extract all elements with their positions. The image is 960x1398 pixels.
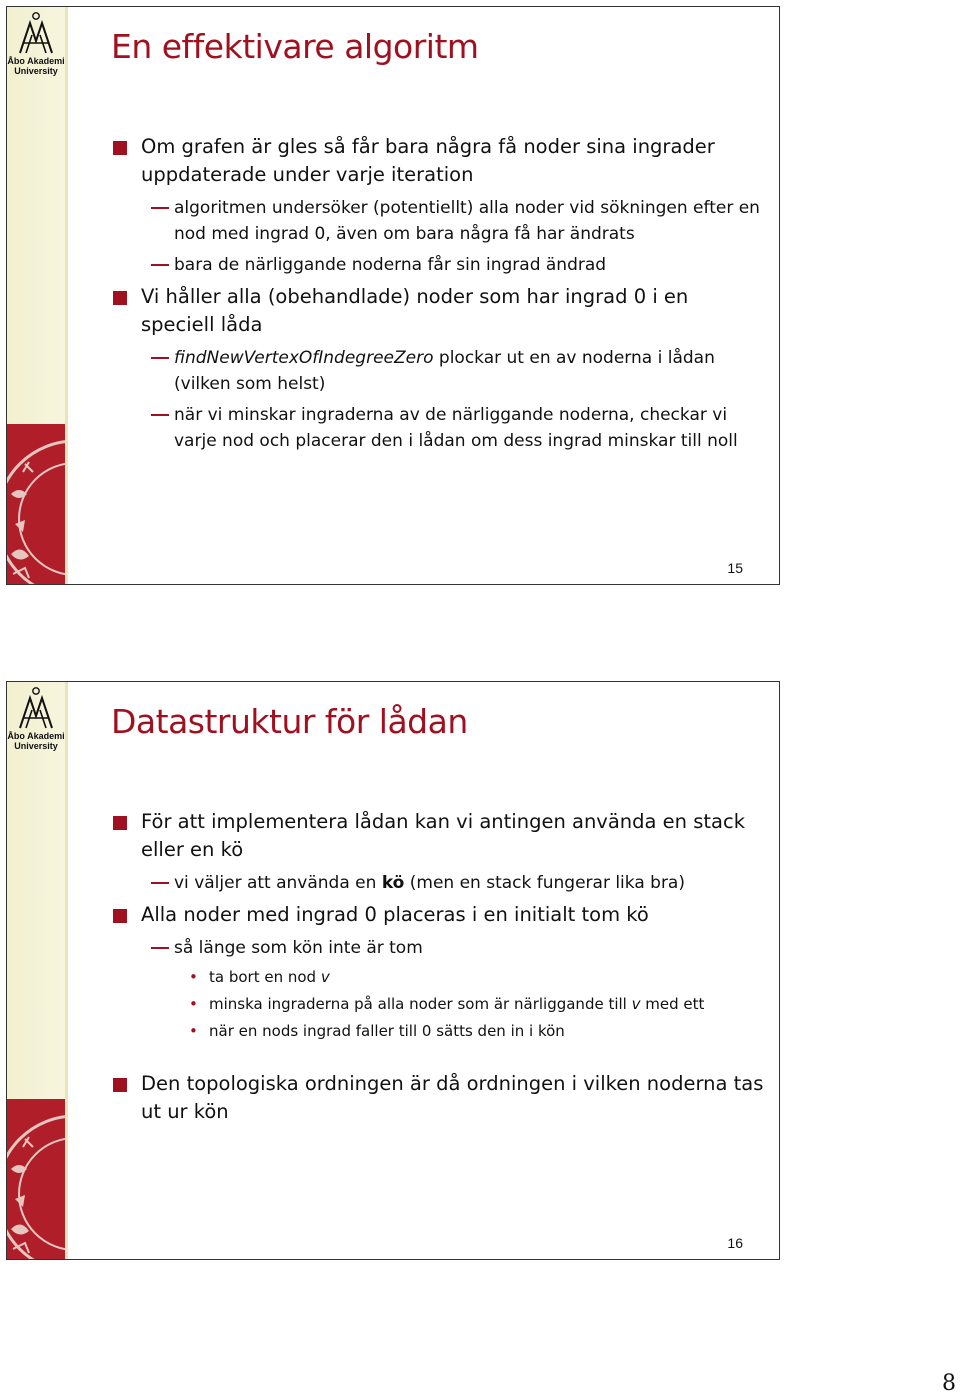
- sub-bullet-text: så länge som kön inte är tom: [174, 938, 423, 958]
- bullet-item: [111, 808, 766, 864]
- logo-text: Åbo Akademi University: [7, 56, 65, 76]
- third-level-item: [111, 966, 766, 988]
- bullet-text: Vi håller alla (obehandlade) noder som har ingrad 0 i en speciell låda: [141, 285, 689, 336]
- square-bullet-icon: [113, 909, 127, 923]
- sub-bullet-text: findNewVertexOfIndegreeZero plockar ut en av noderna i lådan (vilken som helst): [174, 348, 715, 394]
- university-seal-icon: [6, 424, 65, 584]
- square-bullet-icon: [113, 291, 127, 305]
- dash-bullet-icon: [151, 947, 169, 949]
- emphasis: kö: [381, 873, 405, 893]
- function-name: findNewVertexOfIndegreeZero: [174, 348, 434, 368]
- bullet-item: [111, 133, 766, 189]
- square-bullet-icon: [113, 1078, 127, 1092]
- dash-bullet-icon: [151, 882, 169, 884]
- sub-bullet-item: [111, 402, 766, 454]
- bullet-text: Alla noder med ingrad 0 placeras i en initialt tom kö: [141, 903, 649, 926]
- slide-content: [111, 133, 766, 459]
- slide-sidebar: [7, 7, 68, 584]
- university-logo-icon: [16, 686, 56, 730]
- sub-bullet-text: när vi minskar ingraderna av de närliggande noderna, checkar vi varje nod och placerar den i lådan om dess ingrad minskar till noll: [174, 405, 738, 451]
- bullet-item: [111, 901, 766, 929]
- dot-bullet-icon: •: [189, 968, 198, 986]
- university-seal-icon: [6, 1099, 65, 1259]
- sub-bullet-text: algoritmen undersöker (potentiellt) alla noder vid sökningen efter en nod med ingrad 0, även om bara några få har ändrats: [174, 198, 760, 244]
- university-logo: [7, 686, 65, 751]
- third-level-item: [111, 993, 766, 1015]
- sub-bullet-text: bara de närliggande noderna får sin ingrad ändrad: [174, 255, 607, 275]
- bullet-item: [111, 283, 766, 339]
- sub-bullet-item: [111, 252, 766, 278]
- dash-bullet-icon: [151, 414, 169, 416]
- slide-title: Datastruktur för lådan: [111, 702, 468, 741]
- bullet-text: För att implementera lådan kan vi antingen använda en stack eller en kö: [141, 810, 746, 861]
- dash-bullet-icon: [151, 357, 169, 359]
- document-page-number: 8: [942, 1371, 956, 1396]
- dot-bullet-icon: •: [189, 1022, 198, 1040]
- dash-bullet-icon: [151, 264, 169, 266]
- sub-bullet-item: [111, 870, 766, 896]
- slide-15: [6, 6, 780, 585]
- third-level-item: [111, 1020, 766, 1042]
- university-logo: [7, 11, 65, 76]
- slide-title: En effektivare algoritm: [111, 27, 479, 66]
- page-number: 15: [727, 560, 743, 576]
- slide-16: [6, 681, 780, 1260]
- third-level-text: ta bort en nod v: [209, 968, 330, 986]
- university-logo-icon: [16, 11, 56, 55]
- sub-bullet-item: [111, 195, 766, 247]
- logo-text: Åbo Akademi University: [7, 731, 65, 751]
- bullet-text: Om grafen är gles så får bara några få noder sina ingrader uppdaterade under varje iteration: [141, 135, 715, 186]
- dot-bullet-icon: •: [189, 995, 198, 1013]
- square-bullet-icon: [113, 816, 127, 830]
- slide-content: [111, 808, 766, 1132]
- dash-bullet-icon: [151, 207, 169, 209]
- bullet-item: [111, 1070, 766, 1126]
- sub-bullet-item: [111, 935, 766, 961]
- slide-sidebar: [7, 682, 68, 1259]
- third-level-text: minska ingraderna på alla noder som är närliggande till v med ett: [209, 995, 705, 1013]
- sub-bullet-text: vi väljer att använda en kö (men en stack fungerar lika bra): [174, 873, 685, 893]
- page-number: 16: [727, 1235, 743, 1251]
- sub-bullet-item: [111, 345, 766, 397]
- third-level-text: när en nods ingrad faller till 0 sätts den in i kön: [209, 1022, 565, 1040]
- square-bullet-icon: [113, 141, 127, 155]
- bullet-text: Den topologiska ordningen är då ordningen i vilken noderna tas ut ur kön: [141, 1072, 764, 1123]
